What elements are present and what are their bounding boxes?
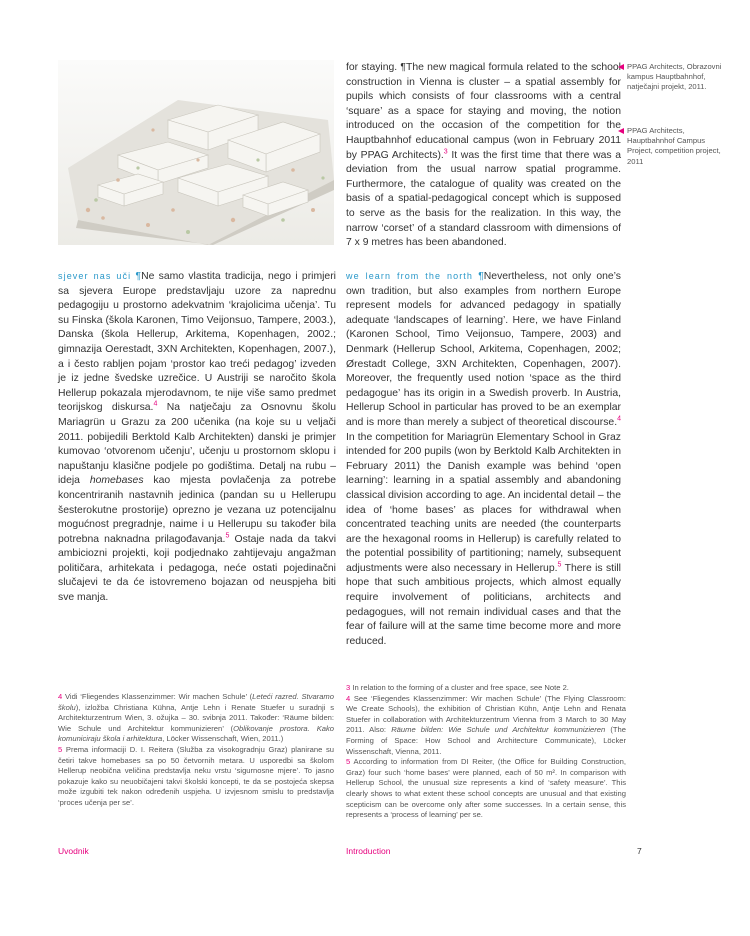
footnote-italic: Oblikovanje prostora. Kako komuniciraju škola i arhitektura <box>58 723 334 744</box>
right-top-paragraph <box>346 61 621 251</box>
footnote-text: Vidi ‘Fliegendes Klassenzimmer: Wir machen Schule’ ( <box>64 692 253 701</box>
footnote-hr-5 <box>58 745 334 809</box>
croatian-section <box>58 269 336 606</box>
footnote-en-3 <box>346 683 626 694</box>
footnote-ref-4[interactable]: 4 <box>153 400 158 408</box>
margin-note-2-text: PPAG Architects, Hauptbahnhof Campus Project, competition project, 2011 <box>627 126 721 166</box>
footnotes-en <box>346 683 626 821</box>
footnote-hr-4 <box>58 692 334 745</box>
paragraph-hr-4: Ostaje nada da takvi ambiciozni projekti, koji podjednako zahtijevaju angažman političara, arhitekata i pedagoga, neće ostati pojedinačni slučajevi te da će istovremeno bojazan od neuspjeha biti sve manja. <box>58 533 337 604</box>
footer-section-en: Introduction <box>346 846 391 856</box>
footnote-italic: Räume bilden: Wie Schule und Architektur kommunizieren <box>391 725 606 735</box>
paragraph-en-1: Nevertheless, not only one’s own tradition, but also examples from northern Europe represent models for advanced pedagogy in spatially adequate ‘landscapes of learning’. Here, we have Finland (Karonen School, Timo Veijonsuo, Tampere, 2003) and Denmark (Hellerup School, Arkitema, Copenhagen, 2002; Ørestadt College, 3XN Architekten, Copenhagen, 2007). Moreover, the frequently used notion ‘space as the third pedagogue’ has its origin in a Swedish proverb. In Austria, Hellerup School in particular has proved to be an exemplar and is more than merely a subject of theoretical discourse. <box>346 271 621 428</box>
footnote-text: In relation to the forming of a cluster and free space, see Note 2. <box>352 683 569 692</box>
footnote-number: 4 <box>58 692 63 701</box>
footnote-italic: Leteći razred. Stvaramo školu <box>58 692 334 712</box>
footnote-text: See ‘Fliegendes Klassenzimmer: Wir machen Schule’ (The Flying Classroom: We Create Schools), the exhibition of Christian Kühn, Antje Lehn and Renata Stuefer in collaboration with Architekturzentrum Vienna from 3 March to 30 May 2011. Also: <box>346 693 626 735</box>
footnote-en-4 <box>346 694 626 758</box>
footnote-ref-5[interactable]: 5 <box>225 532 230 540</box>
margin-note-2 <box>627 126 732 167</box>
footnote-text: Prema informaciji D. I. Reitera (Služba za visokogradnju Graz) planirane su četiri takve homebases sa po 50 četvornih metara. U usporedbi sa školom Hellerup neobična veličina predstavlja neku vrstu ‘sigurnosne mjere’. To jasno pokazuje kako su neuobičajeni takvi školski koncepti, te da se postojeća skepsa može izgubiti tek nakon određenih uspjeha. U izvjesnom smislu to predstavlja ‘proces učenja per se’. <box>58 744 334 807</box>
margin-note-1 <box>627 62 732 93</box>
paragraph-en-3: There is still hope that such ambitious projects, which almost equally require involvement of politicians, architects and pedagogues, will not remain individual cases and that the fear of failure will at the same time become more and more reduced. <box>346 562 621 647</box>
footnote-number: 5 <box>58 744 63 754</box>
pilcrow-mark: ¶ <box>478 271 484 282</box>
footnote-ref-4[interactable]: 4 <box>617 415 621 423</box>
pilcrow-mark: ¶ <box>135 271 142 282</box>
section-heading-en: we learn from the north <box>346 271 473 281</box>
footnote-number: 5 <box>346 757 351 767</box>
paragraph-en-2: In the competition for Mariagrün Elementary School in Graz intended for 200 pupils (won by Berktold Kalb Architekten in February 2011) the Danish example was behind ‘open learning’: learning in a spatial assembly and abandoning classical division according to age. An incidental detail – the idea of ‘home bases’ as places for withdrawal when concentrated teaching units are needed (the counterparts are the hexagonal rooms in Hellerup) is carefully related to the potential possibility of partitioning; namely, subsequent adjustments were also necessary in Hellerup. <box>346 431 621 574</box>
english-section <box>346 269 621 649</box>
footnote-text: According to information from DI Reiter, (the Office for Building Construction, Graz) four such ‘home bases’ were planned, each of 50 m². In comparison with Hellerup School, the unusual size represents a kind of ‘safety measure’. This clearly shows to what extent these school concepts are unusual and that existing scepticism can be overcome only after some successes. In a certain sense, this represents a ‘process of learning’ per se. <box>346 757 626 820</box>
triangle-left-icon <box>618 128 624 134</box>
footnote-text: (The Forming of Space: How School and Architecture Communicate), Löcker Wissenschaft, Vienna, 2011. <box>346 725 626 756</box>
model-illustration <box>58 60 334 245</box>
margin-note-1-text: PPAG Architects, Obrazovni kampus Hauptbahnhof, natječajni projekt, 2011. <box>627 62 722 92</box>
right-top-text-2: It was the first time that there was a deviation from the usual narrow spatial programme. Furthermore, the catalogue of quality was created on the basis of a spatial-pedagogical concept which is supposed to serve as the basis for the realization. In this way, the narrow ‘corset’ of a standard classroom with dimensions of 7 x 9 metres has been abandoned. <box>346 149 621 249</box>
footnote-number: 3 <box>346 683 351 692</box>
paragraph-hr-1: Ne samo vlastita tradicija, nego i primjeri sa sjevera Europe predstavljaju uzore za naprednu pedagogiju u prostorno adekvatnim ‘krajolicima učenja’. Tu su Finska (škola Karonen, Timo Veijonsuo, Tampere, 2003.), Danska (škola Hellerup, Arkitema, Kopenhagen, 2002.; gimnazija Oerestadt, 3XN Architekten, Kopenhagen, 2007.), a i često rabljen pojam ‘prostor kao treći pedagog’ izveden je iz jedne švedske uzrečice. U Austriji se naročito škola Hellerup pokazala mjerodavnom, te nije više samo predmet teorijskog diskursa. <box>58 271 336 414</box>
footnotes-hr <box>58 692 334 809</box>
paragraph-hr-2: Na natječaju za Osnovnu školu Mariagrün u Grazu za 200 učenika (na koje su u veljači 2011. pobijedili Berktold Kalb Architekten) danski je primjer kumovao ‘otvorenom učenju’, učenju u prostornom sklopu i napuštanju klasične podjele po godištima. Detalj na rubu – ideja <box>58 402 336 487</box>
page-number: 7 <box>637 846 642 856</box>
footnote-ref-5[interactable]: 5 <box>557 561 562 569</box>
footnote-en-5 <box>346 757 626 821</box>
homebases-term: homebases <box>89 475 144 487</box>
footnote-text: ), izložba Christiana Kühna, Antje Lehn i Renate Stuefer u suradnji s Architekturzentrum Wien, 3. ožujka – 30. svibnja 2011. Također: ‘Räume bilden: Wie Schule und Architektur kommunizieren’ ( <box>58 702 334 733</box>
architecture-model-photo <box>58 60 334 245</box>
footer-section-hr: Uvodnik <box>58 846 89 856</box>
section-heading-hr: sjever nas uči <box>58 271 132 281</box>
right-top-text: for staying. ¶The new magical formula related to the school construction in Vienna is cluster – a spatial assembly for pupils which consists of four classrooms with a central ‘square’ as a space for staying and moving, the notion introduced on the occasion of the competition for the Hauptbahnhof educational campus (won in February 2011 by PPAG Architects). <box>346 62 621 161</box>
triangle-left-icon <box>618 64 624 70</box>
footnote-number: 4 <box>346 693 351 703</box>
footnote-ref-3[interactable]: 3 <box>443 148 448 156</box>
paragraph-hr-3: kao mjesta povlačenja za potrebe koncentriranih nastavnih jedinica (pandan su u Hellerupu šesterokutne prostorije) oprezno je vezana uz potencijalnu mogućnost pregradnje, naime i u Hellerupu su također bila potrebna naknadna prilagođavanja. <box>58 475 336 545</box>
footnote-text: , Löcker Wissenschaft, Wien, 2011.) <box>162 734 284 744</box>
